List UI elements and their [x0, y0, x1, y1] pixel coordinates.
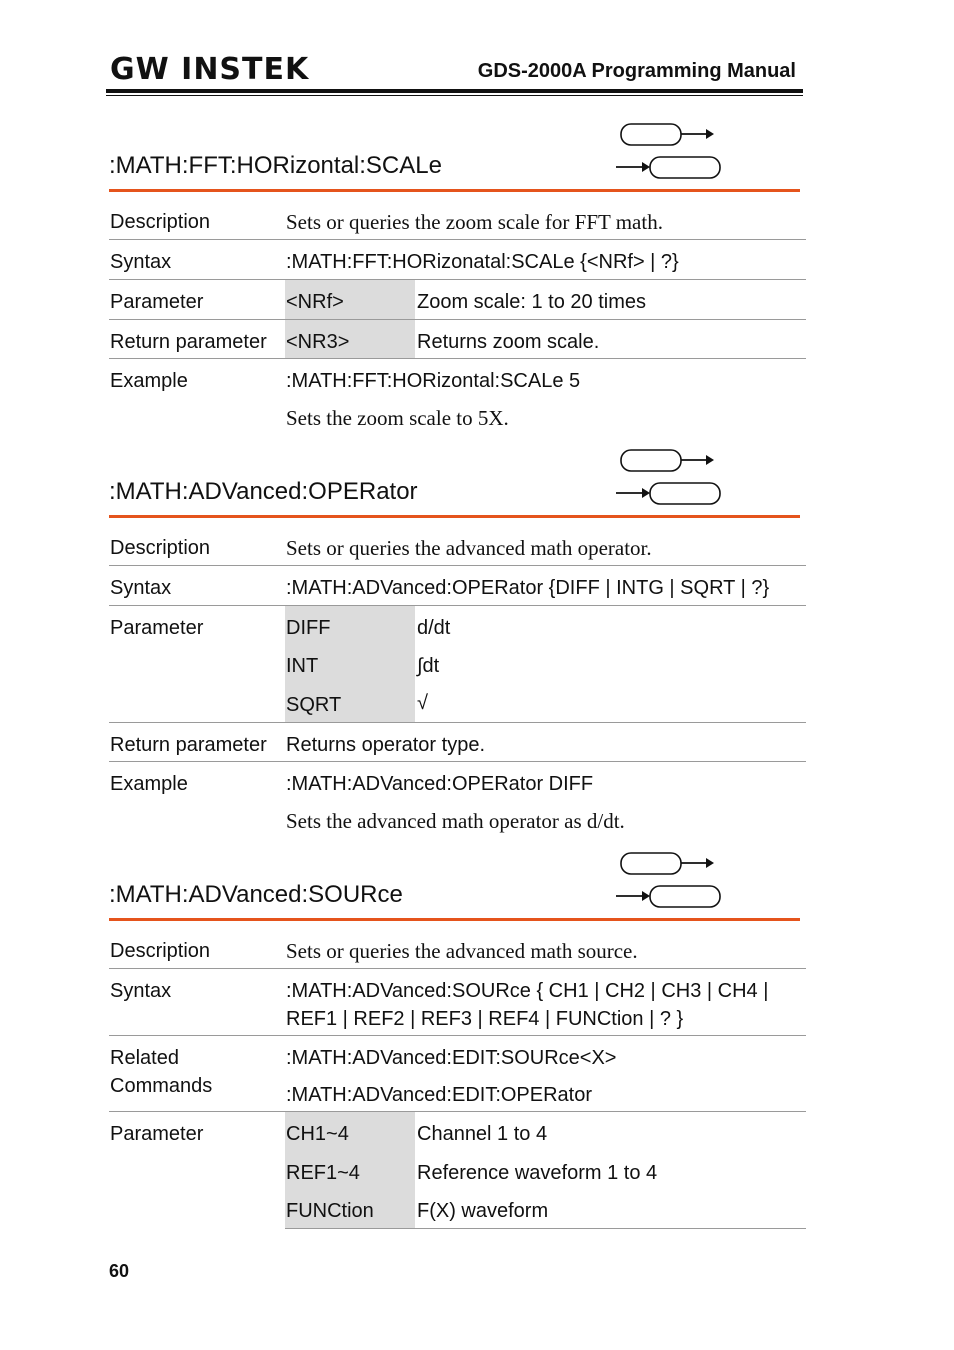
row-divider — [109, 605, 806, 606]
row-divider — [109, 319, 806, 320]
row-divider — [109, 968, 806, 969]
return-name: <NR3> — [286, 331, 350, 353]
description-text: Sets or queries the advanced math source. — [286, 939, 638, 963]
syntax-text: :MATH:ADVanced:OPERator {DIFF | INTG | SQRT | ?} — [286, 577, 770, 599]
parameter-label: Parameter — [110, 291, 204, 313]
set-query-icon — [614, 849, 724, 909]
brand-logo: GW INSTEK — [110, 52, 310, 87]
header-rule — [106, 89, 803, 93]
param-desc: √ — [417, 692, 428, 714]
related-command: :MATH:ADVanced:EDIT:SOURce<X> — [286, 1047, 617, 1069]
parameter-label: Parameter — [110, 1123, 204, 1145]
row-divider — [109, 239, 806, 240]
row-divider — [109, 358, 806, 359]
section-rule — [109, 189, 800, 192]
param-desc: ∫dt — [417, 655, 440, 677]
set-query-icon — [614, 120, 724, 180]
param-name: SQRT — [286, 694, 342, 716]
syntax-label: Syntax — [110, 577, 172, 599]
description-text: Sets or queries the advanced math operator. — [286, 536, 652, 560]
example-command: :MATH:ADVanced:OPERator DIFF — [286, 773, 594, 795]
related-command: :MATH:ADVanced:EDIT:OPERator — [286, 1084, 593, 1106]
syntax-label: Syntax — [110, 251, 172, 273]
param-name: CH1~4 — [286, 1123, 349, 1145]
row-divider — [109, 565, 806, 566]
page-number: 60 — [109, 1261, 130, 1281]
row-divider — [109, 761, 806, 762]
return-desc: Returns zoom scale. — [417, 331, 600, 353]
section-title: :MATH:FFT:HORizontal:SCALe — [109, 152, 442, 179]
section-rule — [109, 515, 800, 518]
set-query-icon — [614, 446, 724, 506]
row-divider — [109, 722, 806, 723]
section-title: :MATH:ADVanced:SOURce — [109, 881, 403, 908]
row-divider — [109, 1111, 806, 1112]
related-label: Commands — [110, 1075, 213, 1097]
row-divider — [109, 279, 806, 280]
param-desc: d/dt — [417, 617, 451, 639]
param-desc: Channel 1 to 4 — [417, 1123, 548, 1145]
syntax-text-line1: :MATH:ADVanced:SOURce { CH1 | CH2 | CH3 | CH4 | — [286, 980, 769, 1002]
syntax-label: Syntax — [110, 980, 172, 1002]
param-name: <NRf> — [286, 291, 344, 313]
param-desc: F(X) waveform — [417, 1200, 549, 1222]
description-label: Description — [110, 940, 211, 962]
section-rule — [109, 918, 800, 921]
parameter-label: Parameter — [110, 617, 204, 639]
param-name: INT — [286, 655, 319, 677]
param-name: REF1~4 — [286, 1162, 360, 1184]
return-label: Return parameter — [110, 734, 267, 756]
param-name: DIFF — [286, 617, 331, 639]
row-divider — [285, 1228, 806, 1229]
param-desc: Zoom scale: 1 to 20 times — [417, 291, 646, 313]
description-text: Sets or queries the zoom scale for FFT math. — [286, 210, 663, 234]
description-label: Description — [110, 211, 211, 233]
example-desc: Sets the advanced math operator as d/dt. — [286, 809, 625, 833]
row-divider — [109, 1035, 806, 1036]
example-command: :MATH:FFT:HORizontal:SCALe 5 — [286, 370, 581, 392]
return-label: Return parameter — [110, 331, 267, 353]
example-label: Example — [110, 773, 188, 795]
example-desc: Sets the zoom scale to 5X. — [286, 406, 509, 430]
return-desc: Returns operator type. — [286, 734, 485, 756]
param-name: FUNCtion — [286, 1200, 374, 1222]
section-title: :MATH:ADVanced:OPERator — [109, 478, 418, 505]
syntax-text-line2: REF1 | REF2 | REF3 | REF4 | FUNCtion | ? } — [286, 1008, 684, 1030]
syntax-text: :MATH:FFT:HORizonatal:SCALe {<NRf> | ?} — [286, 251, 679, 273]
related-label: Related — [110, 1047, 179, 1069]
description-label: Description — [110, 537, 211, 559]
manual-title: GDS-2000A Programming Manual — [477, 60, 796, 82]
example-label: Example — [110, 370, 188, 392]
header-rule-thin — [106, 95, 803, 96]
param-desc: Reference waveform 1 to 4 — [417, 1162, 658, 1184]
